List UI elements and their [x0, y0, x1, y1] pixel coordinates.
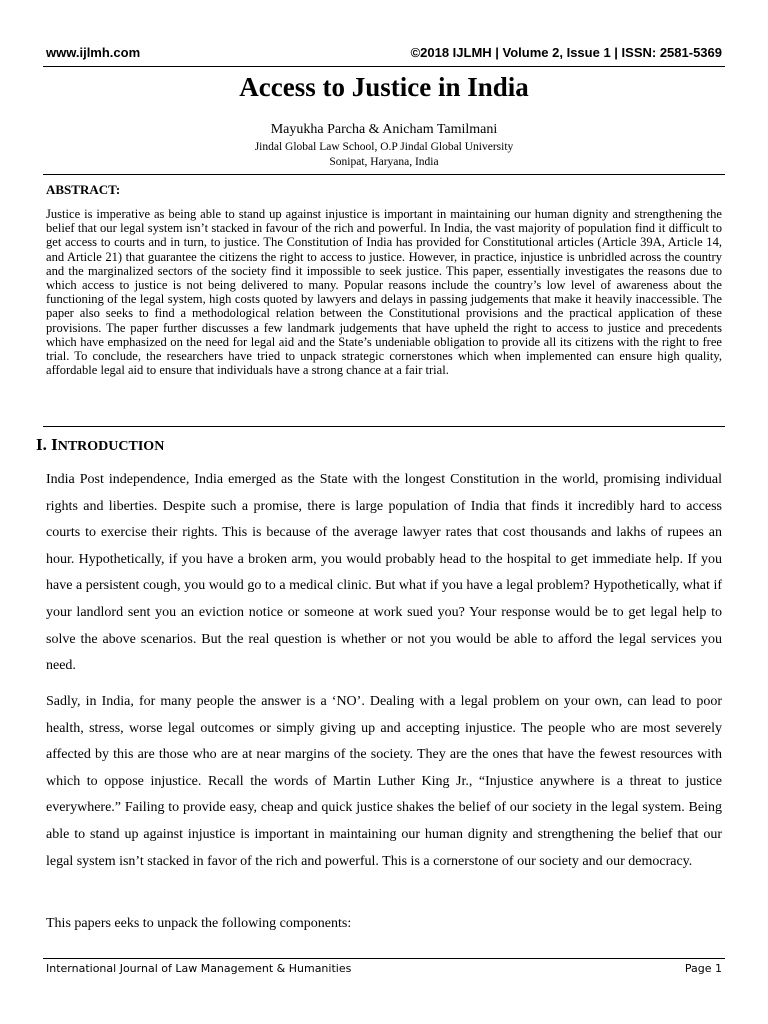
section-heading	[36, 435, 164, 455]
footer-divider	[43, 958, 725, 959]
citation-info: ©2018 IJLMH | Volume 2, Issue 1 | ISSN: 2581-5369	[410, 45, 722, 60]
abstract-bottom-divider	[43, 426, 725, 427]
paper-authors: Mayukha Parcha & Anicham Tamilmani	[270, 122, 498, 137]
footer-journal-name: International Journal of Law Management & Humanities	[46, 962, 352, 975]
abstract-heading: ABSTRACT:	[46, 182, 121, 197]
body-paragraph-3: This papers eeks to unpack the following components:	[46, 916, 352, 931]
paper-title: Access to Justice in India	[239, 72, 529, 102]
section-heading-rest: NTRODUCTION	[57, 439, 165, 454]
website-url[interactable]: www.ijlmh.com	[46, 45, 141, 60]
footer-page-number: Page 1	[684, 962, 722, 975]
section-number: I. I	[36, 435, 58, 454]
running-header	[46, 45, 722, 63]
abstract-text: Justice is imperative as being able to stand up against injustice is important in maintaining our human dignity and strengthening the belief that our legal system isn’t stacked in favour of the rich and powerful. In India, the vast majority of population find it difficult to get access to courts and in turn, to justice. The Constitution of India has provided for Constitutional articles (Article 39A, Article 14, and Article 21) that guarantee the citizens the right to access to justice. However, in practice, injustice is unbridled across the country and the marginalized sectors of the society find it impossible to seek justice. This paper, essentially investigates the reasons due to which access to justice is not being delivered to many. Popular reasons include the country’s low level of awareness about the functioning of the legal system, high costs quoted by lawyers and delays in passing judgements that make it heavily inaccessible. The paper also seeks to find a methodological relation between the Constitutional provisions and the practical application of these provisions. The paper further discusses a few landmark judgements that have upheld the right to access to justice and precedents which have emphasized on the need for legal aid and the State’s undeniable obligation to provide all its citizens with the right to free trial. To conclude, the researchers have tried to unpack strategic cornerstones which when implemented can ensure high quality, affordable legal aid to ensure that individuals have a strong chance at a fair trial.	[46, 207, 722, 378]
body-paragraph-2: Sadly, in India, for many people the answer is a ‘NO’. Dealing with a legal problem on your own, can lead to poor health, stress, worse legal outcomes or simply giving up and accepting injustice. The people who are most severely affected by this are those who are at near margins of the society. They are the ones that have the fewest resources with which to oppose injustice. Recall the words of Martin Luther King Jr., “Injustice anywhere is a threat to justice everywhere.” Failing to provide easy, cheap and quick justice shakes the belief of our society in the legal system. Being able to stand up against injustice is important in maintaining our human dignity and strengthening the belief that our legal system isn’t stacked in favor of the rich and powerful. This is a cornerstone of our society and our democracy.	[46, 694, 722, 869]
affiliation-line-1: Jindal Global Law School, O.P Jindal Global University	[254, 141, 514, 153]
abstract-top-divider	[43, 174, 725, 175]
header-divider	[43, 66, 725, 67]
affiliation-line-2: Sonipat, Haryana, India	[329, 156, 439, 168]
body-paragraph-1: India Post independence, India emerged as the State with the longest Constitution in the world, promising individual rights and liberties. Despite such a promise, there is large population of India that finds it incredibly hard to access courts to exercise their rights. This is because of the average lawyer rates that cost thousands and lakhs of rupees an hour. Hypothetically, if you have a broken arm, you would probably head to the hospital to get immediate help. If you have a persistent cough, you would go to a medical clinic. But what if you have a legal problem? Hypothetically, what if your landlord sent you an eviction notice or someone at work sued you? Your response would be to get legal help to solve the above scenarios. But the real question is whether or not you would be able to afford the legal services you need.	[46, 472, 722, 674]
